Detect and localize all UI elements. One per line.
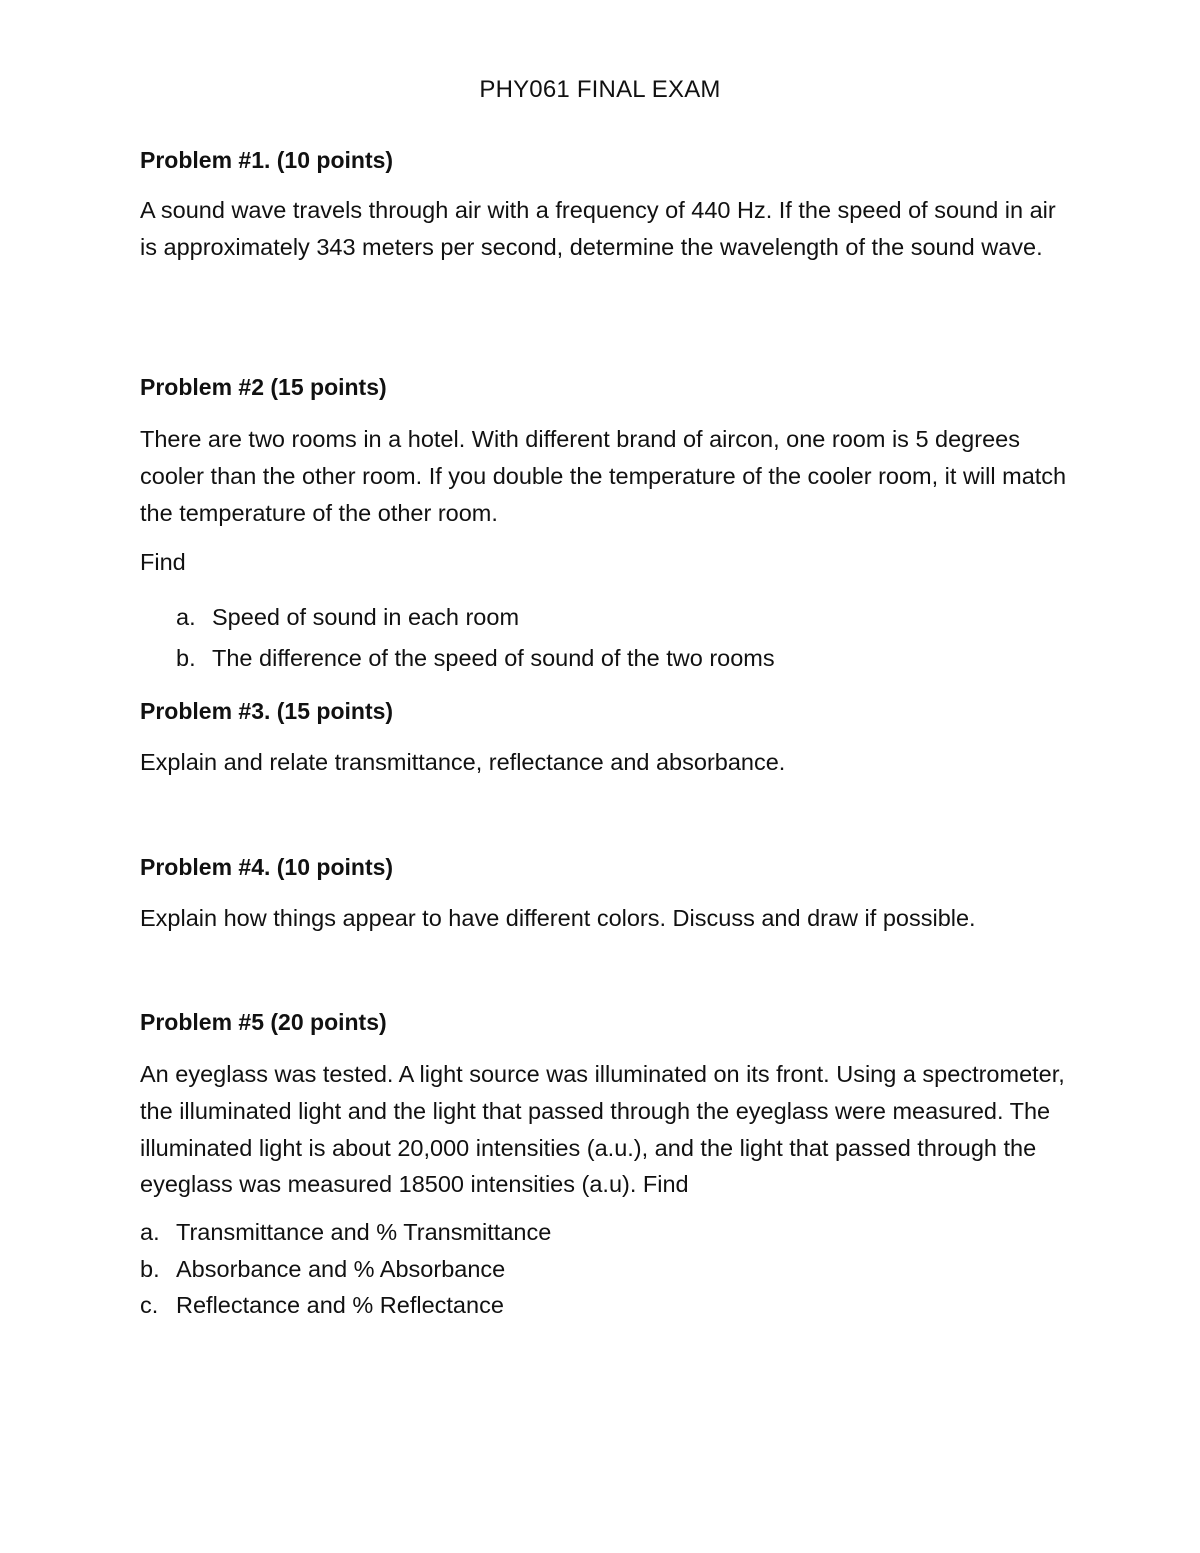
- problem-5-body: An eyeglass was tested. A light source was illuminated on its front. Using a spectrometer, the illuminated light and the light that passed through the eyeglass were measured. The illuminated light is about 20,000 intensities (a.u.), and the light that passed through the eyeglass was measured 18500 intensities (a.u). Find: [140, 1061, 1065, 1198]
- problem-5-heading: Problem #5 (20 points): [140, 1009, 387, 1035]
- problem-4-body: Explain how things appear to have different colors. Discuss and draw if possible.: [140, 905, 976, 931]
- exam-title: PHY061 FINAL EXAM: [479, 76, 721, 103]
- problem-2-body: There are two rooms in a hotel. With different brand of aircon, one room is 5 degrees cooler than the other room. If you double the temperature of the cooler room, it will match the temperature of the other room.: [140, 426, 1067, 526]
- problem-2-heading: Problem #2 (15 points): [140, 374, 387, 400]
- problem-4-heading: Problem #4. (10 points): [140, 854, 394, 880]
- list-item-text: The difference of the speed of sound of the two rooms: [212, 645, 775, 671]
- list-item-text: Reflectance and % Reflectance: [176, 1292, 504, 1318]
- list-marker: c.: [140, 1292, 159, 1318]
- list-marker: b.: [176, 645, 196, 671]
- list-marker: a.: [140, 1219, 160, 1245]
- list-marker: a.: [176, 604, 196, 630]
- list-item-text: Absorbance and % Absorbance: [176, 1255, 506, 1282]
- problem-1-body: A sound wave travels through air with a frequency of 440 Hz. If the speed of sound in air is approximately 343 meters per second, determine the wavelength of the sound wave.: [140, 197, 1056, 260]
- list-marker: b.: [140, 1255, 160, 1282]
- problem-1-heading: Problem #1. (10 points): [140, 147, 394, 173]
- problem-3-body: Explain and relate transmittance, reflectance and absorbance.: [140, 749, 786, 775]
- list-item-text: Transmittance and % Transmittance: [176, 1219, 552, 1245]
- problem-2-prompt: Find: [140, 549, 186, 575]
- list-item-text: Speed of sound in each room: [212, 604, 520, 630]
- problem-3-heading: Problem #3. (15 points): [140, 698, 394, 724]
